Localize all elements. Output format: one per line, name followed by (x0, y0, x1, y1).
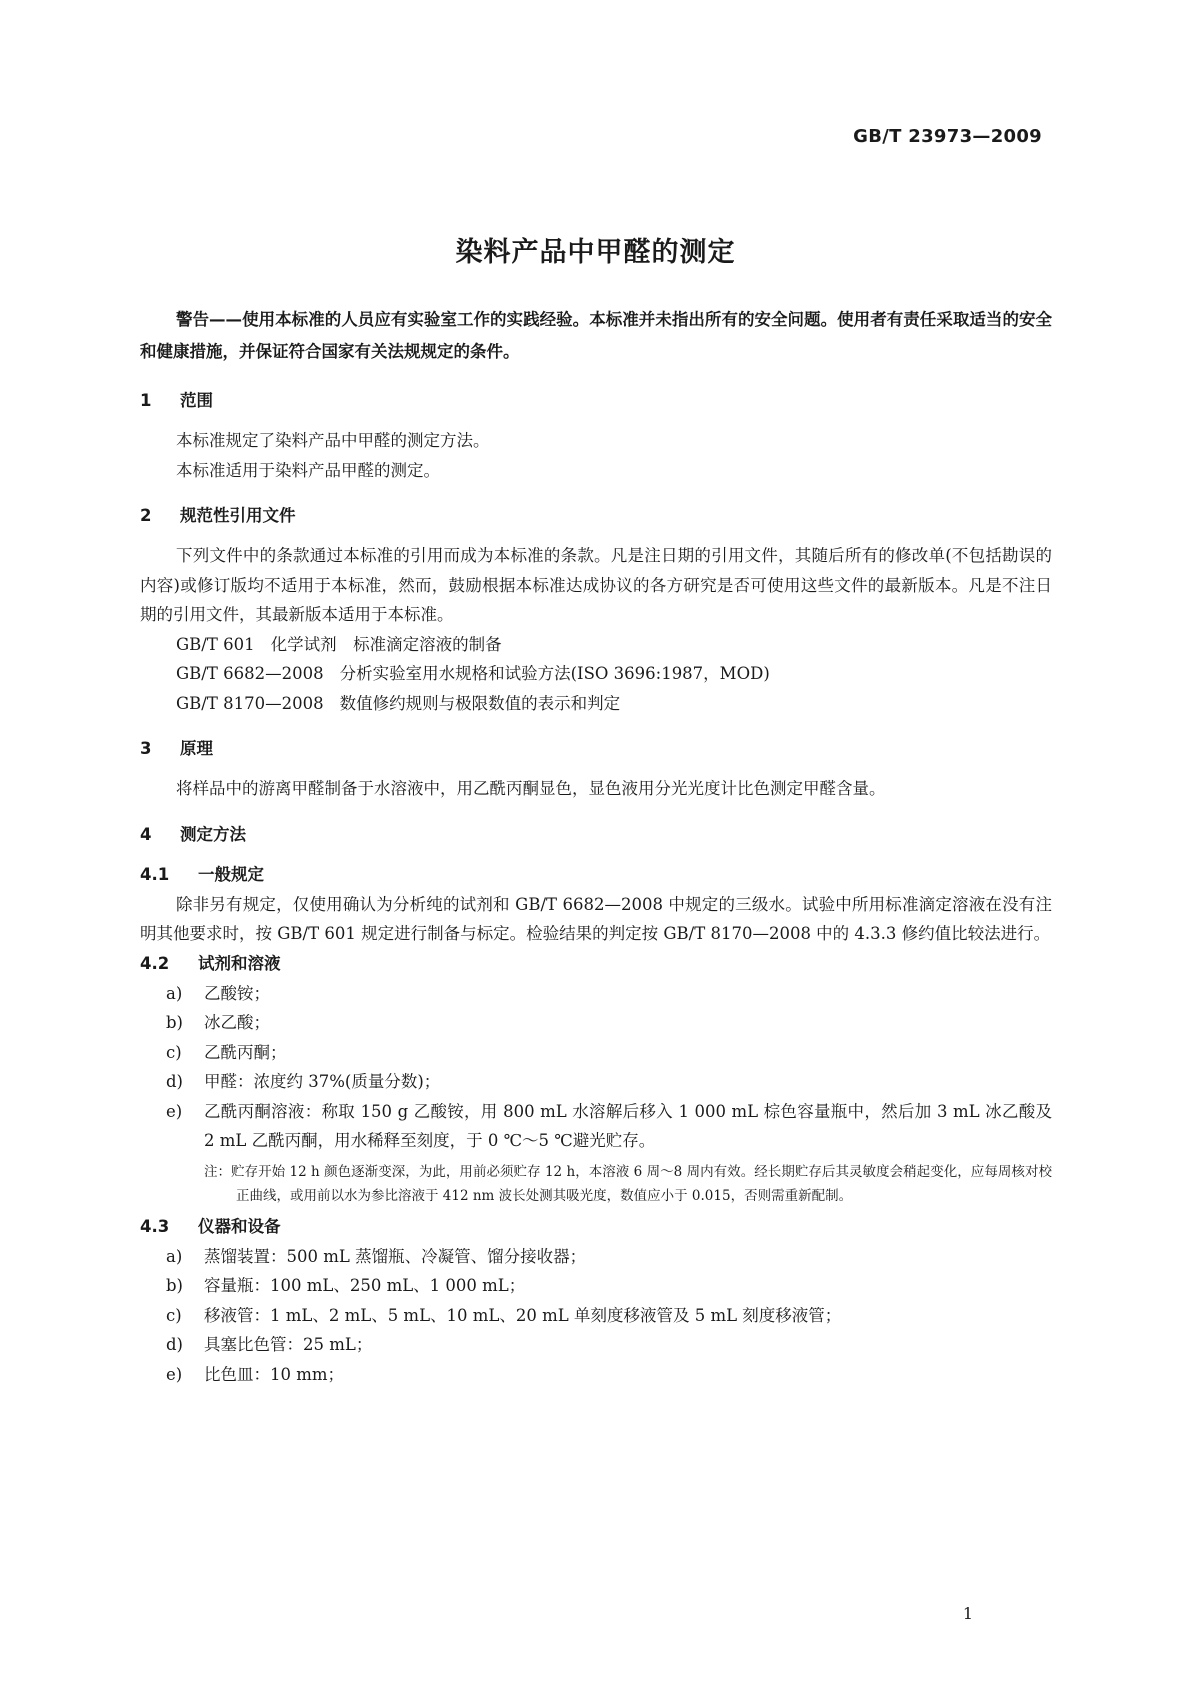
paragraph: 本标准适用于染料产品甲醛的测定。 (176, 460, 440, 480)
list-text: 乙酰丙酮； (204, 1042, 287, 1062)
subsection-general (140, 860, 1052, 949)
section-heading (140, 820, 1052, 850)
section-title: 测定方法 (180, 824, 246, 844)
note: 注：贮存开始 12 h 颜色逐渐变深，为此，用前必须贮存 12 h，本溶液 6 周～8 周内有效。经长期贮存后其灵敏度会稍起变化，应每周核对校正曲线，或用前以水为参比溶液于 412 nm 波长处测其吸光度，数值应小于 0.015，否则需重新配制。 (204, 1163, 1052, 1204)
reference-code: GB/T 6682—2008 (176, 664, 324, 683)
section-heading (140, 734, 1052, 764)
paragraph: 下列文件中的条款通过本标准的引用而成为本标准的条款。凡是注日期的引用文件，其随后所有的修改单(不包括勘误的内容)或修订版均不适用于本标准，然而，鼓励根据本标准达成协议的各方研究是否可使用这些文件的最新版本。凡是不注日期的引用文件，其最新版本适用于本标准。 (140, 546, 1052, 624)
list-marker: e) (166, 1364, 183, 1384)
page-number: 1 (962, 1604, 973, 1623)
list-item (140, 979, 1052, 1009)
standard-code: GB/T 23973—2009 (853, 126, 1042, 147)
section-title: 范围 (180, 391, 213, 410)
paragraph: 本标准规定了染料产品中甲醛的测定方法。 (176, 431, 490, 450)
list-text: 甲醛：浓度约 37%(质量分数)； (204, 1072, 441, 1091)
section-normative-references (140, 501, 1052, 718)
section-title: 规范性引用文件 (180, 506, 296, 525)
list-item (140, 1067, 1052, 1097)
subsection-number: 4.1 (140, 864, 170, 884)
section-number: 4 (140, 824, 152, 844)
list-item (140, 1271, 1052, 1301)
section-number: 1 (140, 391, 152, 410)
reference-item (176, 659, 1052, 689)
list-item (140, 1242, 1052, 1272)
subsection-number: 4.3 (140, 1216, 170, 1236)
list-item (140, 1330, 1052, 1360)
list-text: 乙酰丙酮溶液：称取 150 g 乙酸铵，用 800 mL 水溶解后移入 1 000 mL 棕色容量瓶中，然后加 3 mL 冰乙酸及 2 mL 乙酰丙酮，用水稀释至刻度，于 0 ℃～5 ℃避光贮存。 (204, 1101, 1052, 1150)
list-text: 乙酸铵； (204, 983, 270, 1003)
list-item (140, 1301, 1052, 1331)
section-principle (140, 734, 1052, 804)
reference-code: GB/T 8170—2008 (176, 693, 324, 713)
list-marker: e) (166, 1101, 183, 1121)
document-body (140, 304, 1052, 1389)
list-item (140, 1038, 1052, 1068)
list-item (140, 1097, 1052, 1156)
list-marker: a) (166, 1246, 183, 1266)
list-marker: b) (166, 1276, 183, 1295)
subsection-heading (140, 949, 1052, 979)
list-item (140, 1360, 1052, 1390)
reference-code: GB/T 601 (176, 634, 255, 654)
reference-item (176, 689, 1052, 719)
paragraph: 将样品中的游离甲醛制备于水溶液中，用乙酰丙酮显色，显色液用分光光度计比色测定甲醛含量。 (176, 779, 886, 798)
list-text: 冰乙酸； (204, 1013, 270, 1032)
subsection-heading (140, 1212, 1052, 1242)
list-marker: b) (166, 1013, 183, 1032)
warning-paragraph: 警告——使用本标准的人员应有实验室工作的实践经验。本标准并未指出所有的安全问题。使用者有责任采取适当的安全和健康措施，并保证符合国家有关法规规定的条件。 (140, 310, 1052, 361)
list-marker: c) (166, 1042, 182, 1062)
subsection-apparatus (140, 1212, 1052, 1390)
list-text: 具塞比色管：25 mL； (204, 1335, 373, 1354)
reference-title: 数值修约规则与极限数值的表示和判定 (339, 693, 621, 713)
section-heading (140, 501, 1052, 531)
subsection-number: 4.2 (140, 953, 170, 973)
subsection-reagents (140, 949, 1052, 1208)
list-item (140, 1008, 1052, 1038)
subsection-heading (140, 860, 1052, 890)
list-marker: d) (166, 1072, 183, 1091)
section-heading (140, 386, 1052, 416)
reference-title: 分析实验室用水规格和试验方法(ISO 3696:1987，MOD) (339, 664, 770, 683)
section-title: 原理 (180, 739, 213, 758)
paragraph: 除非另有规定，仅使用确认为分析纯的试剂和 GB/T 6682—2008 中规定的三级水。试验中所用标准滴定溶液在没有注明其他要求时，按 GB/T 601 规定进行制备与标定。检验结果的判定按 GB/T 8170—2008 中的 4.3.3 修约值比较法进行。 (140, 894, 1052, 943)
list-text: 蒸馏装置：500 mL 蒸馏瓶、冷凝管、馏分接收器； (204, 1246, 587, 1266)
reference-item (176, 630, 1052, 660)
document-title: 染料产品中甲醛的测定 (455, 237, 736, 268)
list-text: 移液管：1 mL、2 mL、5 mL、10 mL、20 mL 单刻度移液管及 5 mL 刻度移液管； (204, 1305, 842, 1325)
section-number: 2 (140, 506, 152, 525)
subsection-title: 试剂和溶液 (198, 953, 281, 973)
list-text: 比色皿：10 mm； (204, 1364, 345, 1384)
list-marker: d) (166, 1335, 183, 1354)
section-number: 3 (140, 739, 152, 758)
reference-title: 化学试剂 标准滴定溶液的制备 (270, 634, 502, 654)
subsection-title: 仪器和设备 (198, 1216, 281, 1236)
section-scope (140, 386, 1052, 485)
list-text: 容量瓶：100 mL、250 mL、1 000 mL； (204, 1276, 526, 1295)
list-marker: c) (166, 1305, 182, 1325)
subsection-title: 一般规定 (198, 864, 264, 884)
list-marker: a) (166, 983, 183, 1003)
section-test-method (140, 820, 1052, 1390)
